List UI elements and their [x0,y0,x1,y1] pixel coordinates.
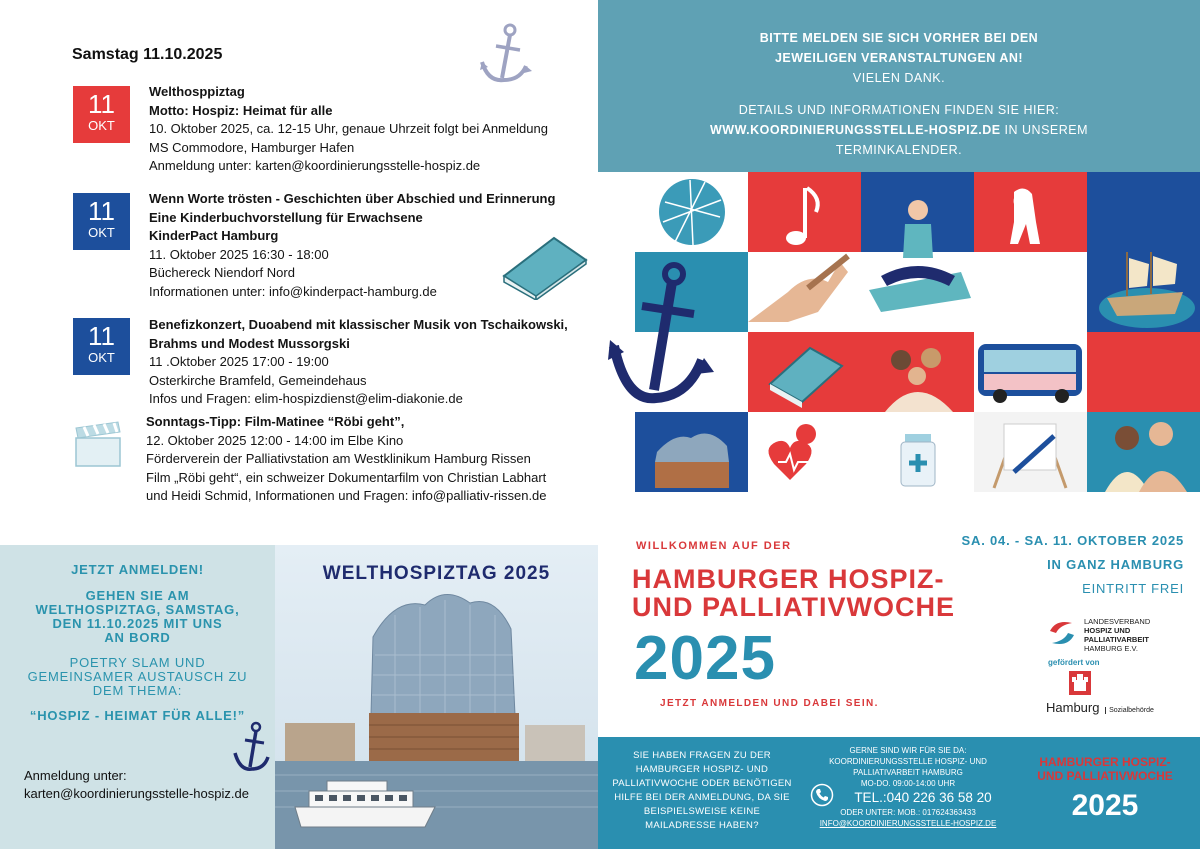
event-info-line: Infos und Fragen: elim-hospizdienst@elim-diakonie.de [149,391,463,406]
event-title-line: Benefizkonzert, Duoabend mit klassischer Musik von Tschaikowski, [149,317,568,332]
text-line: SIE HABEN FRAGEN ZU DER [633,750,771,761]
info-line: VIELEN DANK. [852,71,946,85]
year-title: 2025 [634,624,776,693]
anchor-icon [478,22,534,86]
side-title-line: UND PALLIATIVWOCHE [1037,769,1173,783]
badge-day: 11 [88,89,115,119]
info-banner [598,0,1200,172]
text-line: HAMBURGER HOSPIZ- UND [635,764,769,775]
text-line: GEHEN SIE AM [85,588,190,603]
info-line: BITTE MELDEN SIE SICH VORHER BEI DEN [759,31,1039,45]
book-tile-icon [748,332,861,412]
medicine-bottle-icon [861,412,974,492]
handshake-icon [748,252,861,332]
promo-heading: JETZT ANMELDEN! [71,562,204,577]
dog-icon [974,172,1087,252]
date-range: SA. 04. - SA. 11. OKTOBER 2025 [961,533,1184,548]
clapperboard-icon [72,420,124,470]
event-info-line: Förderverein der Palliativstation am Westklinikum Hamburg Rissen [146,451,531,466]
welcome-text: WILLKOMMEN AUF DER [636,540,792,552]
text-line: PALLIATIVWOCHE ODER BENÖTIGEN [612,778,792,789]
side-title [1010,755,1200,783]
hamburg-crest-icon [1069,671,1091,695]
heart-microphone-icon [748,412,861,492]
side-year: 2025 [1071,789,1139,822]
event-info-line: und Heidi Schmid, Informationen und Fragen: info@palliativ-rissen.de [146,488,547,503]
white-tile [974,252,1087,332]
event-info-line: 10. Oktober 2025, ca. 12-15 Uhr, genaue Uhrzeit folgt bei Anmeldung [149,121,548,136]
help-line: GERNE SIND WIR FÜR SIE DA: [849,746,967,755]
funded-by: gefördert von [1048,658,1100,667]
event-date-badge [73,318,130,375]
text-line: MAILADRESSE HABEN? [645,820,759,831]
cta-text: JETZT ANMELDEN UND DABEI SEIN. [660,698,879,709]
help-line: KOORDINIERUNGSSTELLE HOSPIZ- UND [829,757,987,766]
events-date-header: Samstag 11.10.2025 [72,46,223,63]
navy-tile [1087,172,1200,252]
event-title-line: Eine Kinderbuchvorstellung für Erwachsene [149,209,423,225]
phone-number[interactable]: TEL.:040 226 36 58 20 [854,790,992,805]
event-date-badge [73,193,130,250]
elbphilharmonie-photo [275,545,598,849]
illustration-collage [598,172,1200,502]
contact-details [808,745,1008,829]
side-title-line: HAMBURGER HOSPIZ- [1039,755,1171,769]
sailing-ship-icon [1087,252,1200,332]
registration-label: Anmeldung unter: [24,768,127,783]
text-line: DEN 11.10.2025 MIT UNS [52,616,223,631]
red-tile [1087,332,1200,412]
anchor-icon [232,721,272,773]
info-line-rest: IN UNSEREM [1000,123,1089,137]
lv-line: HOSPIZ UND PALLIATIVARBEIT [1084,626,1149,644]
text-line: BEISPIELSWEISE KEINE [643,806,761,817]
music-note-icon [748,172,861,252]
event-title-line: Wenn Worte trösten - Geschichten über Abschied und Erinnerung [149,191,556,206]
hamburg-word: Hamburg [1046,700,1100,715]
text-line: AN BORD [104,630,171,645]
event-title-line: Sonntags-Tipp: Film-Matinee “Röbi geht”, [146,414,405,429]
info-line [598,120,1200,140]
badge-day: 11 [88,321,115,351]
help-line: PALLIATIVARBEIT HAMBURG [853,768,963,777]
text-line: POETRY SLAM UND [69,655,206,670]
event-info-line: MS Commodore, Hamburger Hafen [149,139,355,155]
elbphilharmonie-icon [635,412,748,492]
mobile-number[interactable]: ODER UNTER: MOB.: 017624363433 [840,808,976,817]
event-info-line: Film „Röbi geht“, ein schweizer Dokumentarfilm von Christian Labhart [146,469,547,485]
lv-line: HAMBURG E.V. [1084,644,1138,653]
photo-heading: WELTHOSPIZTAG 2025 [322,563,551,584]
event-dates [962,529,1184,601]
event-title-line: Brahms und Modest Mussorgski [149,335,350,351]
easel-paintbrush-icon [974,412,1087,492]
event-info-line: 12. Oktober 2025 12:00 - 14:00 im Elbe Kino [146,432,404,448]
promo-panel [0,545,275,849]
book-icon [496,230,590,300]
behoerde-word: Sozialbehörde [1105,707,1154,714]
office-hours: MO-DO. 09:00-14:00 UHR [860,779,956,788]
promo-body [8,589,267,645]
event-info-line: 11. Oktober 2025 16:30 - 18:00 [149,246,329,262]
family-hug-icon [861,332,974,412]
film-tip [146,413,547,506]
promo-poetry [8,656,267,698]
event-info-line: Büchereck Niendorf Nord [149,265,295,280]
text-line: WELTHOSPIZTAG, SAMSTAG, [35,602,240,617]
event-details [149,190,555,301]
event-title-line: KinderPact Hamburg [149,228,279,243]
main-title-line: HAMBURGER HOSPIZ- [632,564,945,594]
landesverband-logo-icon [1046,617,1078,649]
main-title-line: UND PALLIATIVWOCHE [632,592,955,622]
yoga-illustration [861,172,974,332]
event-title-line: Welthosppiztag [149,84,245,99]
text-line: GEMEINSAMER AUSTAUSCH ZU [27,669,248,684]
event-date-badge [73,86,130,143]
contact-bar [598,737,1200,849]
info-line: TERMINKALENDER. [835,143,963,157]
info-line: JEWEILIGEN VERANSTALTUNGEN AN! [774,51,1024,65]
badge-month: OKT [88,225,115,240]
event-info-line: Osterkirche Bramfeld, Gemeindehaus [149,372,367,388]
event-details [149,83,548,176]
lv-line: LANDESVERBAND [1084,617,1151,626]
anchor-icon [608,260,718,410]
events-panel [0,0,598,545]
promo-registration [24,767,249,803]
website-link[interactable]: WWW.KOORDINIERUNGSSTELLE-HOSPIZ.DE [709,123,1001,137]
event-title-line: Motto: Hospiz: Heimat für alle [149,102,333,118]
location: IN GANZ HAMBURG [1047,557,1184,572]
info-line: DETAILS UND INFORMATIONEN FINDEN SIE HIER: [738,103,1060,117]
registration-email[interactable]: karten@koordinierungsstelle-hospiz.de [24,786,249,801]
promo-motto: “HOSPIZ - HEIMAT FÜR ALLE!” [29,708,246,723]
event-info-line: 11 .Oktober 2025 17:00 - 19:00 [149,354,329,369]
event-details [149,316,568,409]
entry-free: EINTRITT FREI [1082,581,1184,596]
hamburg-logo-text [1046,700,1154,715]
badge-month: OKT [88,350,115,365]
event-info-line: Informationen unter: info@kinderpact-hamburg.de [149,283,437,299]
badge-month: OKT [88,118,115,133]
text-line: DEM THEMA: [92,683,183,698]
friends-icon [1087,412,1200,492]
bus-icon [974,332,1087,412]
phone-icon [810,783,834,807]
text-line: HILFE BEI DER ANMELDUNG, DA SIE [614,792,790,803]
badge-day: 11 [88,196,115,226]
contact-question [612,749,792,833]
event-info-line: Anmeldung unter: karten@koordinierungsstelle-hospiz.de [149,158,481,173]
map-tile [635,172,748,252]
contact-email[interactable]: INFO@KOORDINIERUNGSSTELLE-HOSPIZ.DE [819,819,997,828]
